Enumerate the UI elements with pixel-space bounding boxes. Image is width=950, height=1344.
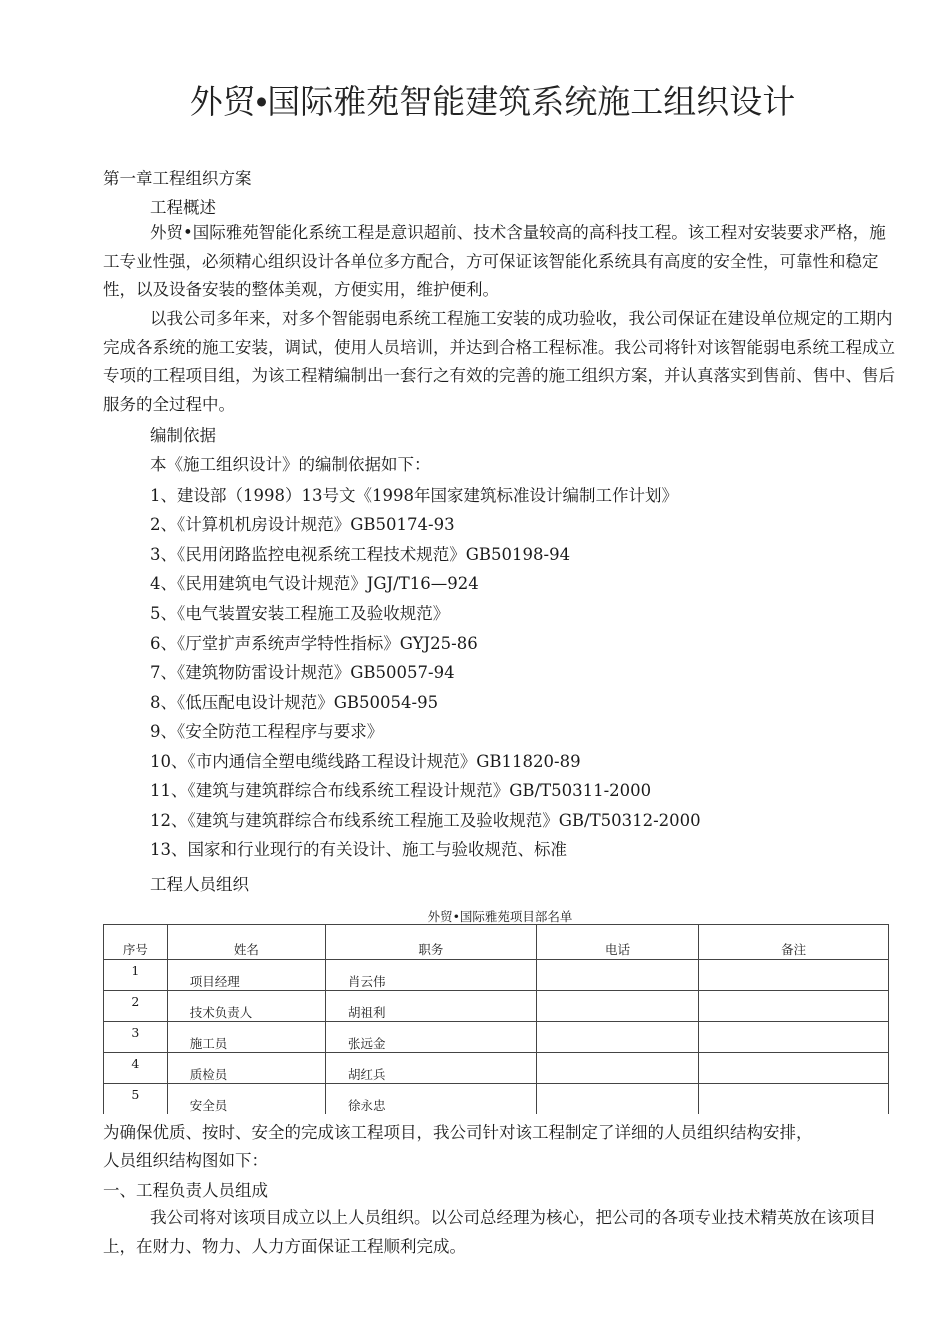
reference-item: 3、《民用闭路监控电视系统工程技术规范》GB50198-94 <box>150 545 571 564</box>
row-number: 2 <box>131 993 140 1009</box>
reference-item: 1、建设部（1998）13号文《1998年国家建筑标准设计编制工作计划》 <box>150 486 678 505</box>
row-number: 1 <box>131 962 140 978</box>
row-role: 胡红兵 <box>347 1067 386 1082</box>
staff-heading: 工程人员组织 <box>150 875 249 894</box>
row-name: 项目经理 <box>189 974 240 989</box>
row-phone <box>536 960 698 991</box>
row-role: 徐永忠 <box>347 1098 386 1113</box>
chapter-heading: 第一章工程组织方案 <box>103 169 252 188</box>
reference-item: 10、《市内通信全塑电缆线路工程设计规范》GB11820-89 <box>150 752 581 771</box>
overview-paragraph-2: 以我公司多年来，对多个智能弱电系统工程施工安装的成功验收，我公司保证在建设单位规定的工期内完成各系统的施工安装，调试，使用人员培训，并达到合格工程标准。我公司将针对该智能弱电系统工程成立专项的工程项目组，为该工程精编制出一套行之有效的完善的施工组织方案，并认真落实到售前、售中、售后服务的全过程中。 <box>103 309 895 414</box>
table-row <box>104 1022 889 1053</box>
row-name: 安全员 <box>189 1098 228 1113</box>
header-cell-remark: 备注 <box>699 925 889 960</box>
row-phone <box>536 1022 698 1053</box>
header-cell-name: 姓名 <box>167 925 325 960</box>
table-header-row <box>104 925 889 960</box>
section-1-heading: 一、工程负责人员组成 <box>103 1181 268 1200</box>
basis-intro: 本《施工组织设计》的编制依据如下： <box>150 455 431 474</box>
row-remark <box>699 960 889 991</box>
reference-item: 9、《安全防范工程程序与要求》 <box>150 722 384 741</box>
row-remark <box>699 1084 889 1115</box>
reference-item: 8、《低压配电设计规范》GB50054-95 <box>150 693 439 712</box>
overview-paragraph-1: 外贸•国际雅苑智能化系统工程是意识超前、技术含量较高的高科技工程。该工程对安装要求严格，施工专业性强，必须精心组织设计各单位多方配合，方可保证该智能化系统具有高度的安全性，可靠性和稳定性，以及设备安装的整体美观，方便实用，维护便利。 <box>103 223 886 299</box>
row-name: 技术负责人 <box>189 1005 253 1020</box>
row-phone <box>536 1053 698 1084</box>
section-1-paragraph: 我公司将对该项目成立以上人员组织。以公司总经理为核心，把公司的各项专业技术精英放在该项目上，在财力、物力、人力方面保证工程顺利完成。 <box>103 1208 876 1256</box>
row-remark <box>699 1053 889 1084</box>
after-table-line-2: 人员组织结构图如下： <box>103 1151 268 1170</box>
table-caption: 外贸•国际雅苑项目部名单 <box>427 909 573 924</box>
table-row <box>104 1084 889 1115</box>
document-title: 外贸•国际雅苑智能建筑系统施工组织设计 <box>189 82 796 121</box>
staff-table <box>103 924 889 1114</box>
table-row <box>104 991 889 1022</box>
reference-item: 2、《计算机机房设计规范》GB50174-93 <box>150 515 455 534</box>
row-phone <box>536 991 698 1022</box>
overview-heading: 工程概述 <box>150 198 216 217</box>
table-row <box>104 1053 889 1084</box>
basis-heading: 编制依据 <box>150 426 216 445</box>
reference-item: 12、《建筑与建筑群综合布线系统工程施工及验收规范》GB/T50312-2000 <box>150 811 701 830</box>
reference-item: 7、《建筑物防雷设计规范》GB50057-94 <box>150 663 455 682</box>
after-table-line-1: 为确保优质、按时、安全的完成该工程项目，我公司针对该工程制定了详细的人员组织结构安排， <box>103 1123 813 1142</box>
row-role: 胡祖利 <box>347 1005 386 1020</box>
row-role: 张远金 <box>347 1036 386 1051</box>
row-name: 施工员 <box>189 1036 228 1051</box>
row-remark <box>699 991 889 1022</box>
reference-item: 4、《民用建筑电气设计规范》JGJ/T16—924 <box>150 574 479 593</box>
reference-item: 5、《电气装置安装工程施工及验收规范》 <box>150 604 450 623</box>
row-phone <box>536 1084 698 1115</box>
reference-item: 6、《厅堂扩声系统声学特性指标》GYJ25-86 <box>150 634 478 653</box>
header-cell-no: 序号 <box>104 925 168 960</box>
reference-item: 11、《建筑与建筑群综合布线系统工程设计规范》GB/T50311-2000 <box>150 781 652 800</box>
row-remark <box>699 1022 889 1053</box>
row-number: 4 <box>131 1055 140 1071</box>
reference-item: 13、国家和行业现行的有关设计、施工与验收规范、标准 <box>150 840 567 859</box>
header-cell-role: 职务 <box>325 925 536 960</box>
table-row <box>104 960 889 991</box>
row-number: 3 <box>131 1024 140 1040</box>
row-number: 5 <box>131 1086 140 1102</box>
row-name: 质检员 <box>189 1067 228 1082</box>
header-cell-phone: 电话 <box>536 925 698 960</box>
row-role: 肖云伟 <box>347 974 386 989</box>
